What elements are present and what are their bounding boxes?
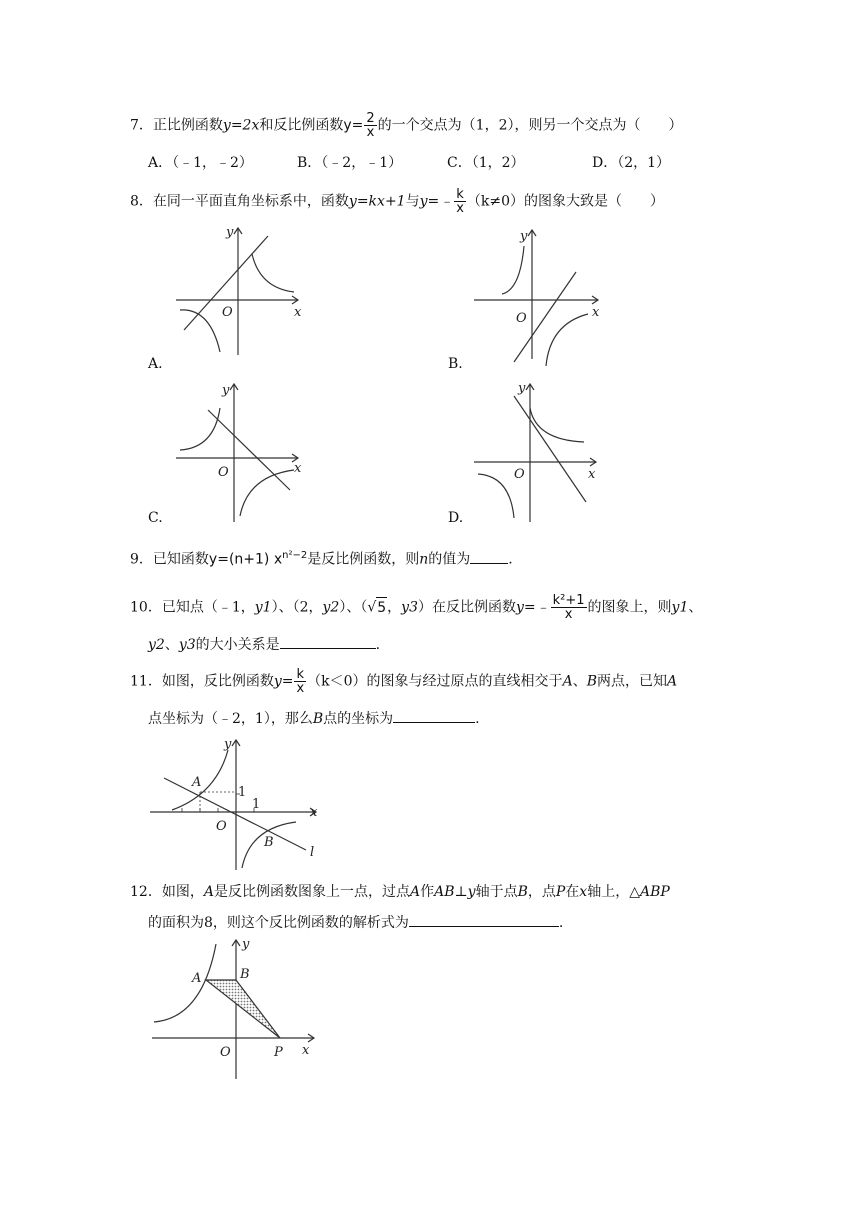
q11-line2: 点坐标为（﹣2，1），那么B点的坐标为 .: [148, 708, 480, 729]
q8b-origin: O: [516, 311, 527, 326]
q11-x-label: x: [310, 805, 318, 820]
q12-point-b: B: [240, 967, 250, 982]
q7-fraction: $\frac{2}{x}$: [366, 111, 375, 140]
q11-point-b: B: [264, 835, 274, 850]
q11-fraction: $\frac{k}{x}$: [296, 667, 305, 696]
q11-line-l: l: [310, 845, 315, 860]
q7-option-a: A．（﹣1，﹣2）: [148, 155, 253, 171]
q12-line2: 的面积为8，则这个反比例函数的解析式为 .: [148, 912, 563, 933]
q7-option-b: B．（﹣2，﹣1）: [297, 155, 403, 171]
q8-graph-a: [170, 222, 310, 357]
q8c-y-label: y: [222, 383, 230, 398]
q8-stem: 8．在同一平面直角坐标系中，函数y=kx+1与y=﹣ $\frac{k}{x}$ （k≠0）的图象大致是（ ）: [130, 187, 665, 216]
q8d-x-label: x: [588, 467, 596, 482]
q11-point-a: A: [192, 775, 202, 790]
q8a-x-label: x: [294, 305, 302, 320]
q11-stem: 11．如图，反比例函数y= $\frac{k}{x}$ （k＜0）的图象与经过原点的直线相交于A、B两点，已知A: [130, 667, 678, 696]
q8-graph-b: [470, 226, 610, 361]
q10-fraction: $\frac{\text{k²+1}}{x}$: [552, 593, 585, 622]
q11-graph: [146, 734, 336, 870]
q8b-y-label: y: [520, 229, 528, 244]
q11-unit-y: 1: [238, 785, 247, 800]
q9-answer-blank: [470, 549, 508, 564]
q12-answer-blank: [409, 912, 559, 927]
q10-stem: 10．已知点（﹣1，y1）、（2，y2）、（√5，y3）在反比例函数y=﹣ $\frac{\text{k²+1}}{x}$ 的图象上，则y1、: [130, 593, 703, 622]
q8-label-b: B.: [448, 356, 463, 372]
q12-y-label: y: [242, 937, 250, 952]
q7-option-c: C．（1，2）: [447, 155, 525, 171]
q11-y-label: y: [224, 737, 232, 752]
q8-graph-d: [470, 378, 610, 523]
q10-line2: y2、y3的大小关系是 .: [148, 634, 380, 655]
q9-stem: 9．已知函数y=(n+1) $x^{n^2-2}$是反比例函数，则n的值为 .: [130, 550, 513, 568]
q7-stem: 7．正比例函数y=2x和反比例函数y= $\frac{2}{x}$ 的一个交点为（1，2），则另一个交点为（ ）: [130, 111, 683, 140]
q8-fraction: $\frac{k}{x}$: [456, 187, 464, 216]
q8c-origin: O: [218, 465, 229, 480]
q8d-origin: O: [514, 467, 525, 482]
q12-origin: O: [220, 1045, 231, 1060]
q12-graph: [150, 934, 330, 1079]
q8a-origin: O: [222, 305, 233, 320]
q10-answer-blank: [280, 634, 376, 649]
q8b-x-label: x: [592, 305, 600, 320]
q11-origin: O: [216, 819, 227, 834]
q8c-x-label: x: [294, 461, 302, 476]
q8a-y-label: y: [226, 225, 234, 240]
q11-unit-x: 1: [252, 797, 261, 812]
q12-point-a: A: [192, 971, 202, 986]
q8-graph-c: [170, 378, 310, 523]
q11-answer-blank: [393, 708, 475, 723]
q8-label-d: D.: [448, 510, 464, 526]
q7-option-d: D．（2，1）: [592, 155, 671, 171]
q8-label-a: A.: [148, 356, 163, 372]
q12-point-p: P: [274, 1045, 283, 1060]
q8-label-c: C.: [148, 510, 163, 526]
q8d-y-label: y: [518, 381, 526, 396]
q12-stem: 12．如图，A是反比例函数图象上一点，过点A作AB⊥y轴于点B，点P在x轴上，△ABP: [130, 884, 670, 900]
q12-x-label: x: [302, 1043, 310, 1058]
